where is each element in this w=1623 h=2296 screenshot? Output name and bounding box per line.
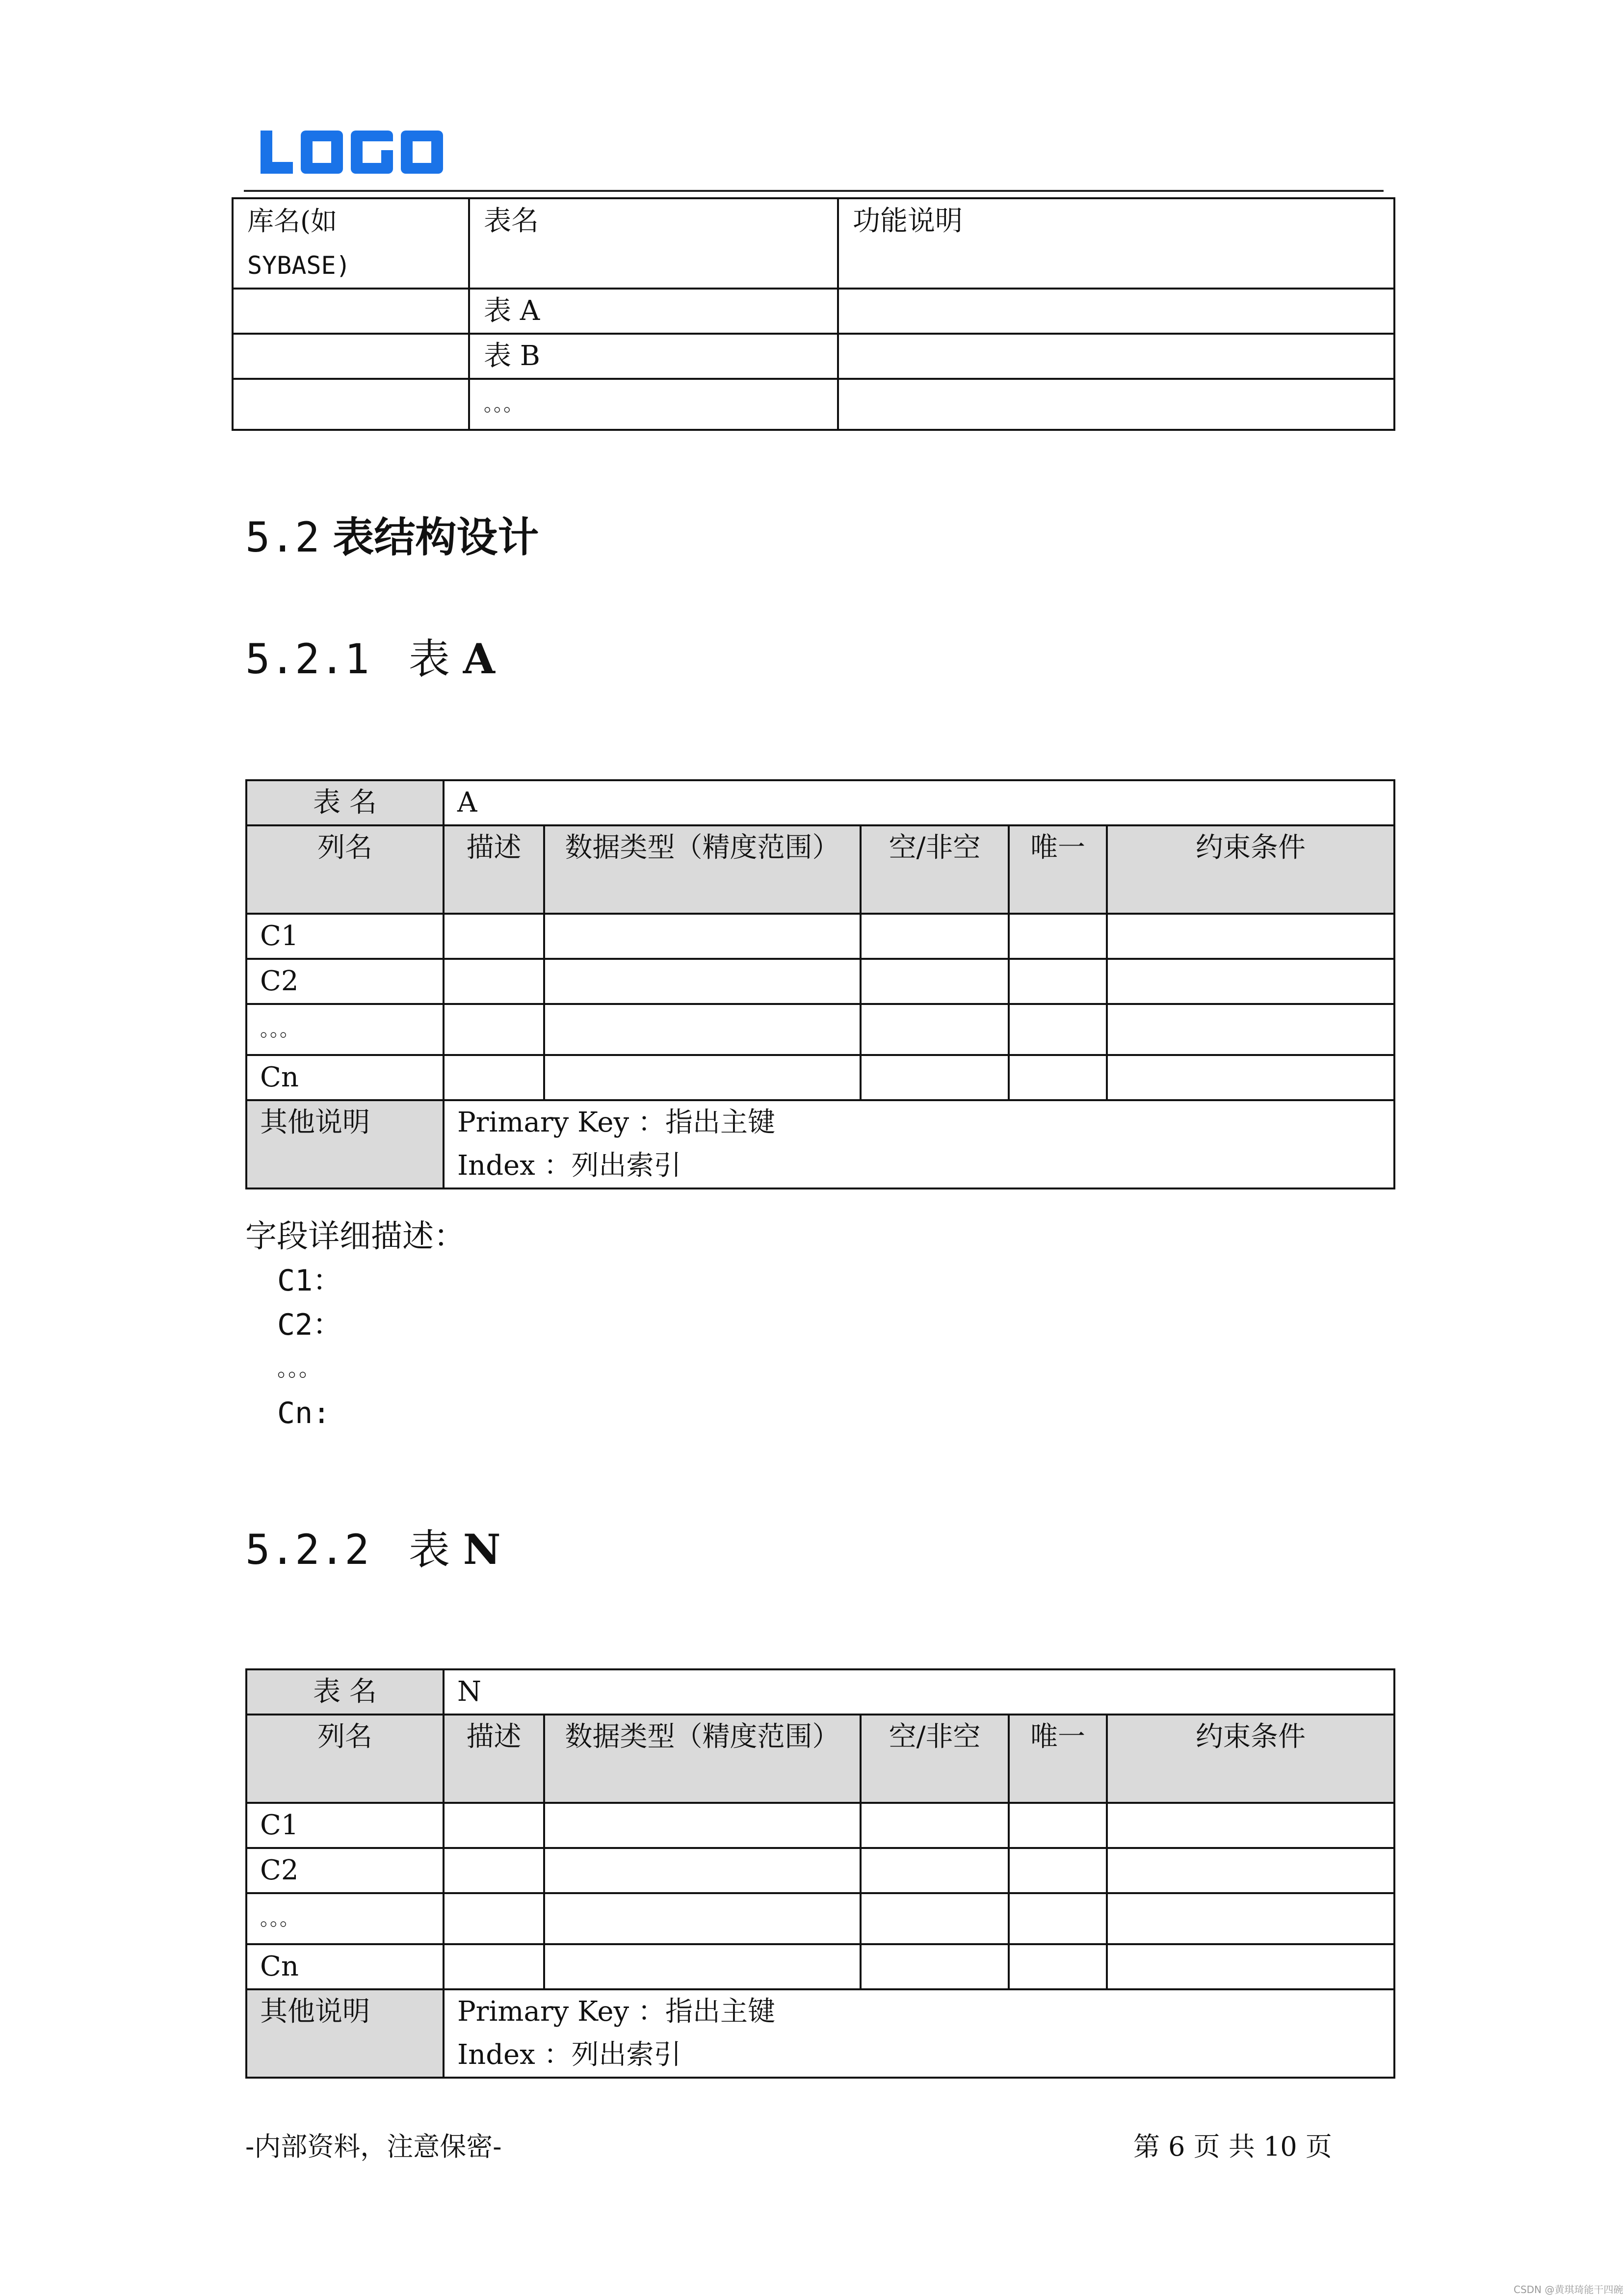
footer-confidential: -内部资料，注意保密- [245, 2131, 502, 2162]
table-row [246, 1803, 1394, 1848]
table-row [246, 959, 1394, 1004]
table-spec-a [245, 779, 1395, 1189]
other-notes-row [246, 1100, 1394, 1188]
other-notes-row [246, 1989, 1394, 2078]
table-header-row [246, 825, 1394, 914]
subsection-heading-a [245, 634, 495, 684]
column-header: 列名 [246, 1715, 444, 1803]
table-spec-n [245, 1668, 1395, 2079]
page-number: 第 6 页 共 10 页 [1133, 2131, 1332, 2162]
column-header: 空/非空 [861, 825, 1009, 914]
table-cell: 表 A [469, 289, 838, 334]
table-cell [838, 379, 1394, 430]
table-name-label: 表 名 [246, 1669, 444, 1715]
row-label: C2 [246, 1848, 444, 1893]
table-cell: 。。。 [469, 379, 838, 430]
section-number: 5.2 [245, 513, 320, 561]
field-details-title: 字段详细描述： [245, 1218, 465, 1255]
row-label: 。。。 [246, 1004, 444, 1055]
watermark: CSDN @黄琪琦能干四碗 [1514, 2284, 1623, 2296]
table-name-value: N [444, 1669, 1394, 1715]
table-name-value: A [444, 780, 1394, 825]
field-item: 。。。 [277, 1356, 320, 1381]
table-cell [233, 289, 469, 334]
table-row [246, 914, 1394, 959]
table-header-row [233, 198, 1394, 289]
logo [259, 129, 455, 176]
other-notes-label: 其他说明 [246, 1989, 444, 2078]
subsection-name: A [463, 634, 495, 683]
column-header: 数据类型（精度范围） [544, 1715, 861, 1803]
section-title: 表结构设计 [333, 513, 539, 561]
table-header-row [246, 1715, 1394, 1803]
table-row [233, 289, 1394, 334]
table-row [233, 379, 1394, 430]
header-divider [244, 190, 1384, 192]
row-label: Cn [246, 1944, 444, 1989]
catalog-header-db-line1: 库名(如 [247, 206, 338, 237]
column-header: 约束条件 [1107, 1715, 1394, 1803]
table-cell [233, 379, 469, 430]
logo-graphic [259, 129, 455, 176]
table-cell: 表 B [469, 334, 838, 379]
subsection-name: N [463, 1525, 501, 1574]
primary-key-note: Primary Key ：指出主键 [457, 1996, 775, 2028]
row-label: Cn [246, 1055, 444, 1100]
table-name-label: 表 名 [246, 780, 444, 825]
other-notes-label: 其他说明 [246, 1100, 444, 1188]
table-catalog [232, 197, 1395, 431]
table-row [246, 1893, 1394, 1944]
table-cell [838, 289, 1394, 334]
table-name-row [246, 1669, 1394, 1715]
column-header: 唯一 [1009, 1715, 1107, 1803]
catalog-header-table: 表名 [469, 198, 838, 289]
table-row [246, 1944, 1394, 1989]
row-label: 。。。 [246, 1893, 444, 1944]
table-row [246, 1055, 1394, 1100]
section-heading [245, 513, 539, 562]
column-header: 唯一 [1009, 825, 1107, 914]
index-note: Index ：列出索引 [457, 1150, 681, 1182]
table-row [246, 1848, 1394, 1893]
catalog-header-db [233, 198, 469, 289]
column-header: 约束条件 [1107, 825, 1394, 914]
column-header: 空/非空 [861, 1715, 1009, 1803]
field-item: Cn: [277, 1396, 331, 1430]
field-item: C1： [277, 1264, 342, 1298]
table-name-row [246, 780, 1394, 825]
primary-key-note: Primary Key ：指出主键 [457, 1107, 775, 1138]
other-notes-content [444, 1100, 1394, 1188]
table-row [246, 1004, 1394, 1055]
row-label: C1 [246, 1803, 444, 1848]
column-header: 列名 [246, 825, 444, 914]
catalog-header-db-line2: SYBASE) [247, 251, 351, 280]
table-cell [838, 334, 1394, 379]
column-header: 数据类型（精度范围） [544, 825, 861, 914]
subsection-prefix: 表 [408, 635, 450, 683]
table-row [233, 334, 1394, 379]
field-item: C2： [277, 1308, 342, 1342]
column-header: 描述 [444, 825, 544, 914]
row-label: C2 [246, 959, 444, 1004]
subsection-prefix: 表 [408, 1526, 450, 1574]
column-header: 描述 [444, 1715, 544, 1803]
subsection-heading-n [245, 1525, 500, 1574]
other-notes-content [444, 1989, 1394, 2078]
subsection-number: 5.2.1 [245, 635, 369, 683]
row-label: C1 [246, 914, 444, 959]
table-cell [233, 334, 469, 379]
catalog-header-func: 功能说明 [838, 198, 1394, 289]
subsection-number: 5.2.2 [245, 1526, 369, 1574]
index-note: Index ：列出索引 [457, 2039, 681, 2071]
